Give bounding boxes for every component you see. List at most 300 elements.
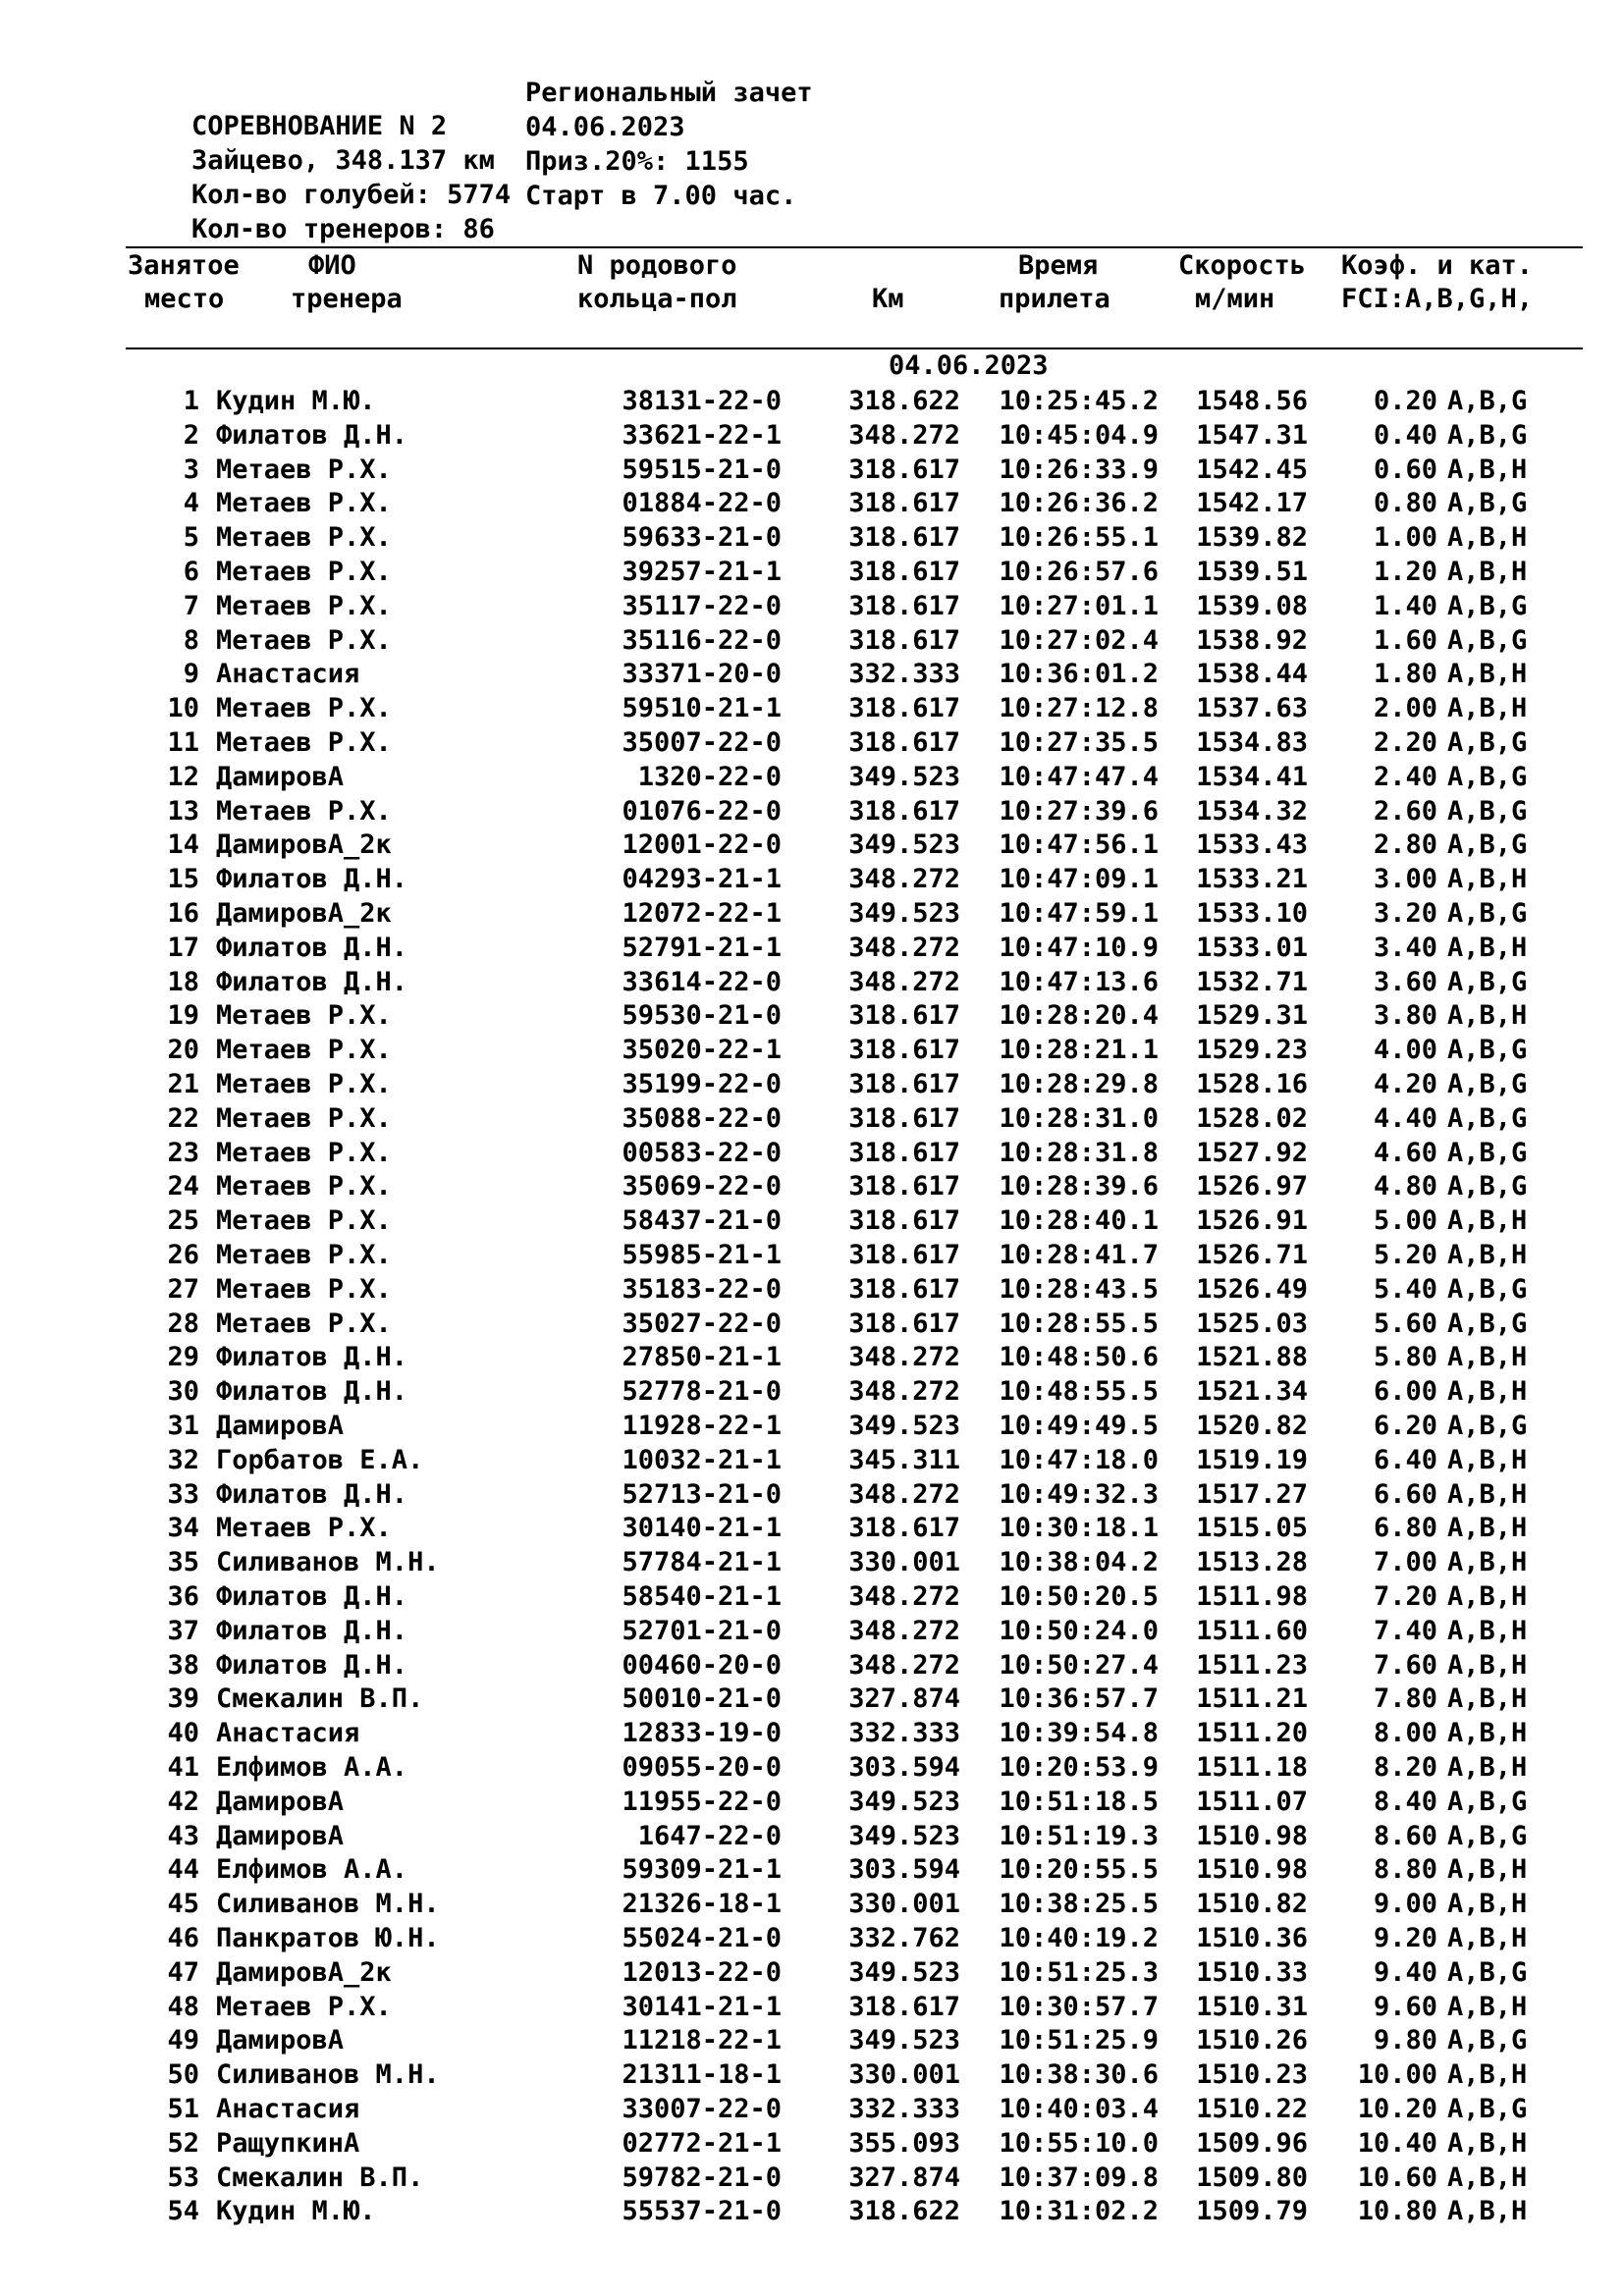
cell-ring-number: 33614-22-0 (622, 967, 782, 997)
cell-ring-number: 21326-18-1 (622, 1889, 782, 1919)
cell-speed: 1542.45 (1196, 454, 1308, 485)
cell-arrival-time: 10:40:03.4 (999, 2094, 1159, 2124)
cell-trainer-name: Метаев Р.Х. (216, 1308, 392, 1339)
cell-place: 26 (167, 1240, 199, 1270)
table-row (0, 2092, 1624, 2126)
cell-ring-number: 12833-19-0 (622, 1718, 782, 1748)
cell-place: 18 (167, 967, 199, 997)
cell-coefficient: 3.00 (1373, 864, 1437, 894)
col-ring-label-1: N родового (577, 250, 737, 281)
cell-speed: 1526.49 (1196, 1274, 1308, 1305)
cell-speed: 1511.21 (1196, 1683, 1308, 1714)
cell-fci-category: A,B,H (1447, 1547, 1528, 1577)
cell-distance-km: 327.874 (848, 2163, 960, 2193)
cell-trainer-name: Метаев Р.Х. (216, 1171, 392, 1201)
cell-distance-km: 348.272 (848, 1650, 960, 1681)
cell-trainer-name: Силиванов М.Н. (216, 1547, 440, 1577)
trainer-count: Кол-во тренеров: 86 (191, 214, 495, 244)
cell-speed: 1539.08 (1196, 591, 1308, 621)
cell-place: 23 (167, 1138, 199, 1168)
cell-distance-km: 318.617 (848, 1171, 960, 1201)
cell-arrival-time: 10:27:39.6 (999, 796, 1159, 827)
cell-speed: 1511.18 (1196, 1752, 1308, 1783)
cell-distance-km: 332.762 (848, 1923, 960, 1953)
cell-trainer-name: Филатов Д.Н. (216, 933, 408, 963)
table-row (0, 1819, 1624, 1853)
cell-arrival-time: 10:31:02.2 (999, 2196, 1159, 2226)
cell-trainer-name: Метаев Р.Х. (216, 796, 392, 827)
cell-coefficient: 9.40 (1373, 1957, 1437, 1988)
cell-coefficient: 4.20 (1373, 1069, 1437, 1099)
col-speed-label-2: м/мин (1195, 284, 1275, 314)
cell-place: 37 (167, 1616, 199, 1646)
cell-ring-number: 55537-21-0 (622, 2196, 782, 2226)
cell-speed: 1529.23 (1196, 1035, 1308, 1065)
cell-arrival-time: 10:30:57.7 (999, 1992, 1159, 2022)
cell-fci-category: A,B,H (1447, 1445, 1528, 1475)
cell-fci-category: A,B,H (1447, 2059, 1528, 2090)
cell-place: 43 (167, 1821, 199, 1851)
cell-trainer-name: Елфимов А.А. (216, 1854, 408, 1885)
cell-trainer-name: Метаев Р.Х. (216, 454, 392, 485)
cell-place: 9 (183, 659, 199, 689)
cell-distance-km: 349.523 (848, 2025, 960, 2056)
cell-arrival-time: 10:50:27.4 (999, 1650, 1159, 1681)
cell-arrival-time: 10:38:30.6 (999, 2059, 1159, 2090)
cell-ring-number: 27850-21-1 (622, 1342, 782, 1372)
cell-trainer-name: ДамировА (216, 1821, 345, 1851)
cell-arrival-time: 10:47:10.9 (999, 933, 1159, 963)
cell-trainer-name: Метаев Р.Х. (216, 1992, 392, 2022)
cell-arrival-time: 10:36:57.7 (999, 1683, 1159, 1714)
cell-place: 36 (167, 1581, 199, 1612)
cell-distance-km: 330.001 (848, 2059, 960, 2090)
cell-coefficient: 2.40 (1373, 762, 1437, 792)
cell-speed: 1539.82 (1196, 522, 1308, 553)
cell-trainer-name: Филатов Д.Н. (216, 864, 408, 894)
cell-distance-km: 318.617 (848, 1274, 960, 1305)
cell-distance-km: 349.523 (848, 829, 960, 860)
cell-fci-category: A,B,G (1447, 1308, 1528, 1339)
cell-ring-number: 52713-21-0 (622, 1479, 782, 1510)
cell-trainer-name: Метаев Р.Х. (216, 1103, 392, 1134)
cell-trainer-name: ДамировА_2к (216, 898, 392, 929)
table-row (0, 589, 1624, 623)
cell-coefficient: 2.80 (1373, 829, 1437, 860)
cell-fci-category: A,B,G (1447, 1138, 1528, 1168)
cell-arrival-time: 10:26:55.1 (999, 522, 1159, 553)
cell-fci-category: A,B,H (1447, 1752, 1528, 1783)
cell-coefficient: 1.80 (1373, 659, 1437, 689)
cell-arrival-time: 10:45:04.9 (999, 420, 1159, 451)
cell-fci-category: A,B,H (1447, 1513, 1528, 1543)
cell-arrival-time: 10:37:09.8 (999, 2163, 1159, 2193)
cell-place: 14 (167, 829, 199, 860)
pigeon-count: Кол-во голубей: 5774 (191, 180, 512, 210)
cell-place: 47 (167, 1957, 199, 1988)
cell-distance-km: 318.617 (848, 1308, 960, 1339)
cell-speed: 1517.27 (1196, 1479, 1308, 1510)
cell-place: 11 (167, 727, 199, 758)
cell-trainer-name: Филатов Д.Н. (216, 1342, 408, 1372)
cell-arrival-time: 10:20:53.9 (999, 1752, 1159, 1783)
cell-distance-km: 348.272 (848, 933, 960, 963)
cell-ring-number: 59309-21-1 (622, 1854, 782, 1885)
cell-arrival-time: 10:47:13.6 (999, 967, 1159, 997)
table-top-rule (126, 246, 1583, 248)
cell-coefficient: 8.20 (1373, 1752, 1437, 1783)
cell-coefficient: 1.40 (1373, 591, 1437, 621)
table-row (0, 555, 1624, 589)
cell-ring-number: 50010-21-0 (622, 1683, 782, 1714)
cell-place: 38 (167, 1650, 199, 1681)
cell-place: 7 (183, 591, 199, 621)
table-row (0, 1169, 1624, 1203)
cell-ring-number: 1320-22-0 (637, 762, 782, 792)
cell-distance-km: 349.523 (848, 1787, 960, 1817)
cell-distance-km: 318.617 (848, 1069, 960, 1099)
cell-arrival-time: 10:30:18.1 (999, 1513, 1159, 1543)
cell-fci-category: A,B,H (1447, 2163, 1528, 2193)
cell-ring-number: 57784-21-1 (622, 1547, 782, 1577)
cell-speed: 1542.17 (1196, 488, 1308, 518)
cell-arrival-time: 10:51:18.5 (999, 1787, 1159, 1817)
cell-trainer-name: Силиванов М.Н. (216, 1889, 440, 1919)
cell-ring-number: 04293-21-1 (622, 864, 782, 894)
cell-trainer-name: Метаев Р.Х. (216, 557, 392, 587)
cell-place: 31 (167, 1411, 199, 1441)
cell-fci-category: A,B,H (1447, 1683, 1528, 1714)
competition-title: СОРЕВНОВАНИЕ N 2 (191, 111, 448, 141)
cell-trainer-name: Метаев Р.Х. (216, 1513, 392, 1543)
cell-speed: 1526.71 (1196, 1240, 1308, 1270)
cell-ring-number: 11955-22-0 (622, 1787, 782, 1817)
cell-fci-category: A,B,G (1447, 1035, 1528, 1065)
cell-place: 34 (167, 1513, 199, 1543)
cell-distance-km: 332.333 (848, 1718, 960, 1748)
cell-coefficient: 5.80 (1373, 1342, 1437, 1372)
cell-distance-km: 318.617 (848, 1205, 960, 1236)
cell-fci-category: A,B,H (1447, 1240, 1528, 1270)
cell-ring-number: 59515-21-0 (622, 454, 782, 485)
cell-coefficient: 9.20 (1373, 1923, 1437, 1953)
cell-trainer-name: Горбатов Е.А. (216, 1445, 424, 1475)
table-row (0, 1648, 1624, 1682)
cell-distance-km: 348.272 (848, 967, 960, 997)
cell-ring-number: 33007-22-0 (622, 2094, 782, 2124)
cell-speed: 1511.60 (1196, 1616, 1308, 1646)
cell-trainer-name: ДамировА_2к (216, 829, 392, 860)
cell-trainer-name: Метаев Р.Х. (216, 1205, 392, 1236)
cell-speed: 1533.43 (1196, 829, 1308, 860)
cell-arrival-time: 10:51:25.3 (999, 1957, 1159, 1988)
table-row (0, 2023, 1624, 2057)
cell-coefficient: 10.80 (1357, 2196, 1437, 2226)
cell-distance-km: 345.311 (848, 1445, 960, 1475)
cell-fci-category: A,B,H (1447, 2196, 1528, 2226)
table-row (0, 1716, 1624, 1750)
cell-fci-category: A,B,G (1447, 1069, 1528, 1099)
cell-ring-number: 01076-22-0 (622, 796, 782, 827)
cell-trainer-name: Анастасия (216, 1718, 360, 1748)
cell-speed: 1510.33 (1196, 1957, 1308, 1988)
cell-place: 30 (167, 1376, 199, 1407)
cell-place: 24 (167, 1171, 199, 1201)
cell-coefficient: 7.40 (1373, 1616, 1437, 1646)
cell-coefficient: 0.20 (1373, 386, 1437, 416)
table-row (0, 794, 1624, 828)
cell-distance-km: 332.333 (848, 2094, 960, 2124)
cell-fci-category: A,B,H (1447, 1616, 1528, 1646)
cell-distance-km: 348.272 (848, 864, 960, 894)
table-row (0, 623, 1624, 658)
table-row (0, 1614, 1624, 1648)
cell-coefficient: 5.00 (1373, 1205, 1437, 1236)
cell-trainer-name: Филатов Д.Н. (216, 1376, 408, 1407)
cell-arrival-time: 10:36:01.2 (999, 659, 1159, 689)
cell-fci-category: A,B,G (1447, 762, 1528, 792)
cell-arrival-time: 10:25:45.2 (999, 386, 1159, 416)
table-row (0, 1785, 1624, 1819)
table-row (0, 1307, 1624, 1341)
cell-trainer-name: Филатов Д.Н. (216, 967, 408, 997)
cell-distance-km: 303.594 (848, 1752, 960, 1783)
cell-place: 29 (167, 1342, 199, 1372)
cell-coefficient: 0.40 (1373, 420, 1437, 451)
cell-ring-number: 11928-22-1 (622, 1411, 782, 1441)
cell-arrival-time: 10:28:31.0 (999, 1103, 1159, 1134)
cell-speed: 1511.23 (1196, 1650, 1308, 1681)
cell-coefficient: 10.40 (1357, 2128, 1437, 2159)
cell-ring-number: 30141-21-1 (622, 1992, 782, 2022)
cell-arrival-time: 10:26:57.6 (999, 557, 1159, 587)
cell-arrival-time: 10:55:10.0 (999, 2128, 1159, 2159)
cell-trainer-name: Метаев Р.Х. (216, 727, 392, 758)
cell-fci-category: A,B,G (1447, 829, 1528, 860)
cell-ring-number: 10032-21-1 (622, 1445, 782, 1475)
cell-coefficient: 5.40 (1373, 1274, 1437, 1305)
cell-trainer-name: ДамировА_2к (216, 1957, 392, 1988)
cell-fci-category: A,B,H (1447, 1923, 1528, 1953)
cell-trainer-name: РащупкинА (216, 2128, 360, 2159)
cell-ring-number: 09055-20-0 (622, 1752, 782, 1783)
cell-fci-category: A,B,G (1447, 2025, 1528, 2056)
cell-speed: 1525.03 (1196, 1308, 1308, 1339)
cell-trainer-name: ДамировА (216, 762, 345, 792)
cell-place: 3 (183, 454, 199, 485)
cell-coefficient: 3.20 (1373, 898, 1437, 929)
cell-place: 33 (167, 1479, 199, 1510)
cell-speed: 1528.16 (1196, 1069, 1308, 1099)
cell-coefficient: 2.60 (1373, 796, 1437, 827)
cell-coefficient: 3.40 (1373, 933, 1437, 963)
cell-coefficient: 1.00 (1373, 522, 1437, 553)
cell-speed: 1513.28 (1196, 1547, 1308, 1577)
cell-fci-category: A,B,H (1447, 522, 1528, 553)
table-row (0, 828, 1624, 862)
cell-distance-km: 327.874 (848, 1683, 960, 1714)
cell-trainer-name: Филатов Д.Н. (216, 420, 408, 451)
cell-speed: 1520.82 (1196, 1411, 1308, 1441)
prize-count: Приз.20%: 1155 (525, 146, 749, 177)
cell-fci-category: A,B,H (1447, 1992, 1528, 2022)
cell-trainer-name: Метаев Р.Х. (216, 1240, 392, 1270)
cell-ring-number: 55024-21-0 (622, 1923, 782, 1953)
cell-fci-category: A,B,H (1447, 1376, 1528, 1407)
cell-speed: 1521.88 (1196, 1342, 1308, 1372)
cell-arrival-time: 10:47:09.1 (999, 864, 1159, 894)
cell-place: 13 (167, 796, 199, 827)
cell-speed: 1533.21 (1196, 864, 1308, 894)
cell-place: 40 (167, 1718, 199, 1748)
cell-arrival-time: 10:28:21.1 (999, 1035, 1159, 1065)
cell-place: 39 (167, 1683, 199, 1714)
table-row (0, 1579, 1624, 1614)
cell-distance-km: 318.617 (848, 1138, 960, 1168)
cell-ring-number: 59633-21-0 (622, 522, 782, 553)
table-row (0, 1955, 1624, 1990)
cell-coefficient: 3.80 (1373, 1000, 1437, 1031)
table-row (0, 384, 1624, 418)
cell-ring-number: 35020-22-1 (622, 1035, 782, 1065)
cell-coefficient: 2.00 (1373, 693, 1437, 723)
cell-place: 25 (167, 1205, 199, 1236)
cell-place: 52 (167, 2128, 199, 2159)
cell-speed: 1511.07 (1196, 1787, 1308, 1817)
table-row (0, 1272, 1624, 1307)
cell-speed: 1519.19 (1196, 1445, 1308, 1475)
cell-ring-number: 30140-21-1 (622, 1513, 782, 1543)
table-row (0, 520, 1624, 555)
cell-arrival-time: 10:28:29.8 (999, 1069, 1159, 1099)
cell-coefficient: 2.20 (1373, 727, 1437, 758)
cell-place: 48 (167, 1992, 199, 2022)
cell-coefficient: 8.40 (1373, 1787, 1437, 1817)
cell-trainer-name: Елфимов А.А. (216, 1752, 408, 1783)
cell-ring-number: 33621-22-1 (622, 420, 782, 451)
cell-arrival-time: 10:20:55.5 (999, 1854, 1159, 1885)
cell-place: 51 (167, 2094, 199, 2124)
cell-fci-category: A,B,H (1447, 1581, 1528, 1612)
col-coef-label-1: Коэф. и кат. (1341, 250, 1534, 281)
cell-distance-km: 318.617 (848, 557, 960, 587)
table-row (0, 486, 1624, 520)
cell-coefficient: 8.80 (1373, 1854, 1437, 1885)
cell-distance-km: 349.523 (848, 898, 960, 929)
cell-fci-category: A,B,G (1447, 591, 1528, 621)
cell-ring-number: 59782-21-0 (622, 2163, 782, 2193)
cell-trainer-name: Метаев Р.Х. (216, 1069, 392, 1099)
cell-place: 46 (167, 1923, 199, 1953)
cell-trainer-name: Филатов Д.Н. (216, 1479, 408, 1510)
cell-fci-category: A,B,H (1447, 1342, 1528, 1372)
cell-arrival-time: 10:47:59.1 (999, 898, 1159, 929)
table-row (0, 1887, 1624, 1921)
cell-trainer-name: Кудин М.Ю. (216, 2196, 376, 2226)
table-row (0, 1203, 1624, 1238)
cell-coefficient: 0.60 (1373, 454, 1437, 485)
cell-fci-category: A,B,G (1447, 1957, 1528, 1988)
table-row (0, 453, 1624, 487)
cell-place: 2 (183, 420, 199, 451)
cell-ring-number: 33371-20-0 (622, 659, 782, 689)
cell-trainer-name: ДамировА (216, 2025, 345, 2056)
cell-fci-category: A,B,G (1447, 2094, 1528, 2124)
cell-arrival-time: 10:26:33.9 (999, 454, 1159, 485)
cell-trainer-name: Смекалин В.П. (216, 1683, 424, 1714)
cell-fci-category: A,B,G (1447, 488, 1528, 518)
table-row (0, 1101, 1624, 1136)
cell-coefficient: 4.40 (1373, 1103, 1437, 1134)
table-row (0, 1852, 1624, 1887)
cell-speed: 1527.92 (1196, 1138, 1308, 1168)
table-row (0, 1682, 1624, 1716)
cell-distance-km: 318.617 (848, 693, 960, 723)
cell-place: 50 (167, 2059, 199, 2090)
cell-ring-number: 00460-20-0 (622, 1650, 782, 1681)
cell-trainer-name: Филатов Д.Н. (216, 1581, 408, 1612)
cell-place: 35 (167, 1547, 199, 1577)
cell-fci-category: A,B,H (1447, 454, 1528, 485)
cell-trainer-name: Смекалин В.П. (216, 2163, 424, 2193)
cell-arrival-time: 10:28:41.7 (999, 1240, 1159, 1270)
cell-trainer-name: ДамировА (216, 1787, 345, 1817)
table-row (0, 760, 1624, 794)
cell-place: 22 (167, 1103, 199, 1134)
cell-speed: 1528.02 (1196, 1103, 1308, 1134)
cell-arrival-time: 10:28:20.4 (999, 1000, 1159, 1031)
table-row (0, 1990, 1624, 2024)
table-row (0, 1545, 1624, 1579)
cell-coefficient: 7.80 (1373, 1683, 1437, 1714)
table-row (0, 2057, 1624, 2092)
cell-coefficient: 1.60 (1373, 625, 1437, 656)
cell-distance-km: 349.523 (848, 1411, 960, 1441)
cell-trainer-name: Метаев Р.Х. (216, 488, 392, 518)
cell-arrival-time: 10:28:31.8 (999, 1138, 1159, 1168)
cell-distance-km: 318.622 (848, 2196, 960, 2226)
cell-trainer-name: Метаев Р.Х. (216, 625, 392, 656)
cell-arrival-time: 10:47:47.4 (999, 762, 1159, 792)
cell-trainer-name: Анастасия (216, 2094, 360, 2124)
table-row (0, 1033, 1624, 1067)
cell-distance-km: 318.617 (848, 454, 960, 485)
cell-distance-km: 318.617 (848, 1992, 960, 2022)
cell-distance-km: 355.093 (848, 2128, 960, 2159)
cell-arrival-time: 10:49:49.5 (999, 1411, 1159, 1441)
cell-coefficient: 6.00 (1373, 1376, 1437, 1407)
cell-place: 16 (167, 898, 199, 929)
cell-ring-number: 12072-22-1 (622, 898, 782, 929)
cell-fci-category: A,B,H (1447, 933, 1528, 963)
cell-ring-number: 12001-22-0 (622, 829, 782, 860)
date-row: 04.06.2023 (889, 350, 1049, 381)
cell-place: 41 (167, 1752, 199, 1783)
cell-distance-km: 348.272 (848, 1581, 960, 1612)
cell-fci-category: A,B,H (1447, 1854, 1528, 1885)
cell-speed: 1538.44 (1196, 659, 1308, 689)
cell-fci-category: A,B,H (1447, 693, 1528, 723)
cell-place: 21 (167, 1069, 199, 1099)
cell-speed: 1515.05 (1196, 1513, 1308, 1543)
table-header-rule (126, 347, 1583, 349)
cell-speed: 1510.26 (1196, 2025, 1308, 2056)
cell-trainer-name: Панкратов Ю.Н. (216, 1923, 440, 1953)
cell-place: 12 (167, 762, 199, 792)
cell-coefficient: 5.60 (1373, 1308, 1437, 1339)
cell-coefficient: 6.80 (1373, 1513, 1437, 1543)
cell-ring-number: 52701-21-0 (622, 1616, 782, 1646)
